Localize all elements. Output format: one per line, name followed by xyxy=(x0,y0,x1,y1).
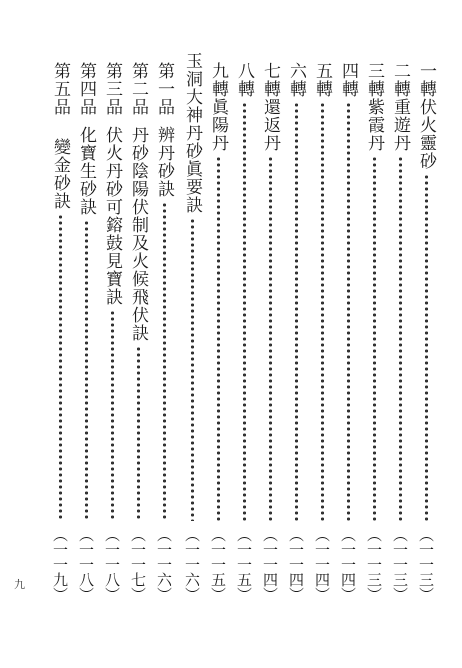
toc-sub-entry[interactable] xyxy=(152,62,176,602)
entry-page: （一一四） xyxy=(261,527,279,602)
sub-entry-label: 第五品 xyxy=(50,62,70,116)
sub-entry-page: （一一八） xyxy=(77,527,95,602)
entry-page: （一一三） xyxy=(417,527,435,602)
entry-title: 八轉 xyxy=(234,62,254,98)
sub-entry-label: 第二品 xyxy=(128,62,148,116)
entry-title: 四轉 xyxy=(338,62,358,98)
dot-leader xyxy=(191,218,194,521)
entry-title: 七轉還返丹 xyxy=(260,62,280,152)
entry-title: 二轉重遊丹 xyxy=(390,62,410,152)
dot-leader xyxy=(85,220,88,521)
section-page: （一一六） xyxy=(183,527,201,602)
dot-leader xyxy=(373,156,376,521)
dot-leader xyxy=(295,102,298,521)
dot-leader xyxy=(321,102,324,521)
entry-page: （一一四） xyxy=(287,527,305,602)
toc-sub-entry[interactable] xyxy=(74,62,98,602)
sub-entry-title: 丹砂陰陽伏制及火候飛伏訣 xyxy=(128,126,148,342)
dot-leader xyxy=(425,174,428,521)
sub-entry-page: （一一六） xyxy=(155,527,173,602)
dot-leader xyxy=(347,102,350,521)
dot-leader xyxy=(137,346,140,521)
entry-page: （一一五） xyxy=(235,527,253,602)
toc-entry[interactable] xyxy=(336,62,360,602)
toc-entry[interactable] xyxy=(388,62,412,602)
sub-entry-page: （一一九） xyxy=(51,527,69,602)
toc-entry[interactable] xyxy=(284,62,308,602)
toc-entry[interactable] xyxy=(414,62,438,602)
sub-entry-title: 變金砂訣 xyxy=(50,138,70,210)
entry-title: 五轉 xyxy=(312,62,332,98)
sub-entry-title: 辨丹砂訣 xyxy=(154,126,174,198)
sub-entry-label: 第三品 xyxy=(102,62,122,116)
dot-leader xyxy=(111,310,114,521)
entry-title: 三轉紫霞丹 xyxy=(364,62,384,152)
dot-leader xyxy=(163,202,166,521)
entry-page: （一一三） xyxy=(365,527,383,602)
toc-entry[interactable] xyxy=(258,62,282,602)
entry-page: （一一四） xyxy=(313,527,331,602)
toc-entry[interactable] xyxy=(206,62,230,602)
entry-page: （一一三） xyxy=(391,527,409,602)
toc-entry[interactable] xyxy=(310,62,334,602)
sub-entry-page: （一一七） xyxy=(129,527,147,602)
entry-page: （一一四） xyxy=(339,527,357,602)
entry-title: 一轉伏火靈砂 xyxy=(416,62,436,170)
toc-sub-entry[interactable] xyxy=(100,62,124,602)
page-number: 九 xyxy=(14,578,25,591)
toc-entry[interactable] xyxy=(362,62,386,602)
dot-leader xyxy=(399,156,402,521)
entry-title: 九轉眞陽丹 xyxy=(208,62,228,152)
dot-leader xyxy=(217,156,220,521)
toc-sub-entry[interactable] xyxy=(48,62,72,602)
sub-entry-label: 第四品 xyxy=(76,62,96,116)
entry-page: （一一五） xyxy=(209,527,227,602)
section-heading[interactable] xyxy=(180,52,204,602)
sub-entry-title: 伏火丹砂可鎔鼓見寶訣 xyxy=(102,126,122,306)
dot-leader xyxy=(243,102,246,521)
dot-leader xyxy=(269,156,272,521)
dot-leader xyxy=(59,214,62,521)
sub-entry-label: 第一品 xyxy=(154,62,174,116)
section-title: 玉洞大神丹砂眞要訣 xyxy=(182,52,202,214)
sub-entry-page: （一一八） xyxy=(103,527,121,602)
toc-entry[interactable] xyxy=(232,62,256,602)
sub-entry-title: 化寶生砂訣 xyxy=(76,126,96,216)
entry-title: 六轉 xyxy=(286,62,306,98)
toc-sub-entry[interactable] xyxy=(126,62,150,602)
